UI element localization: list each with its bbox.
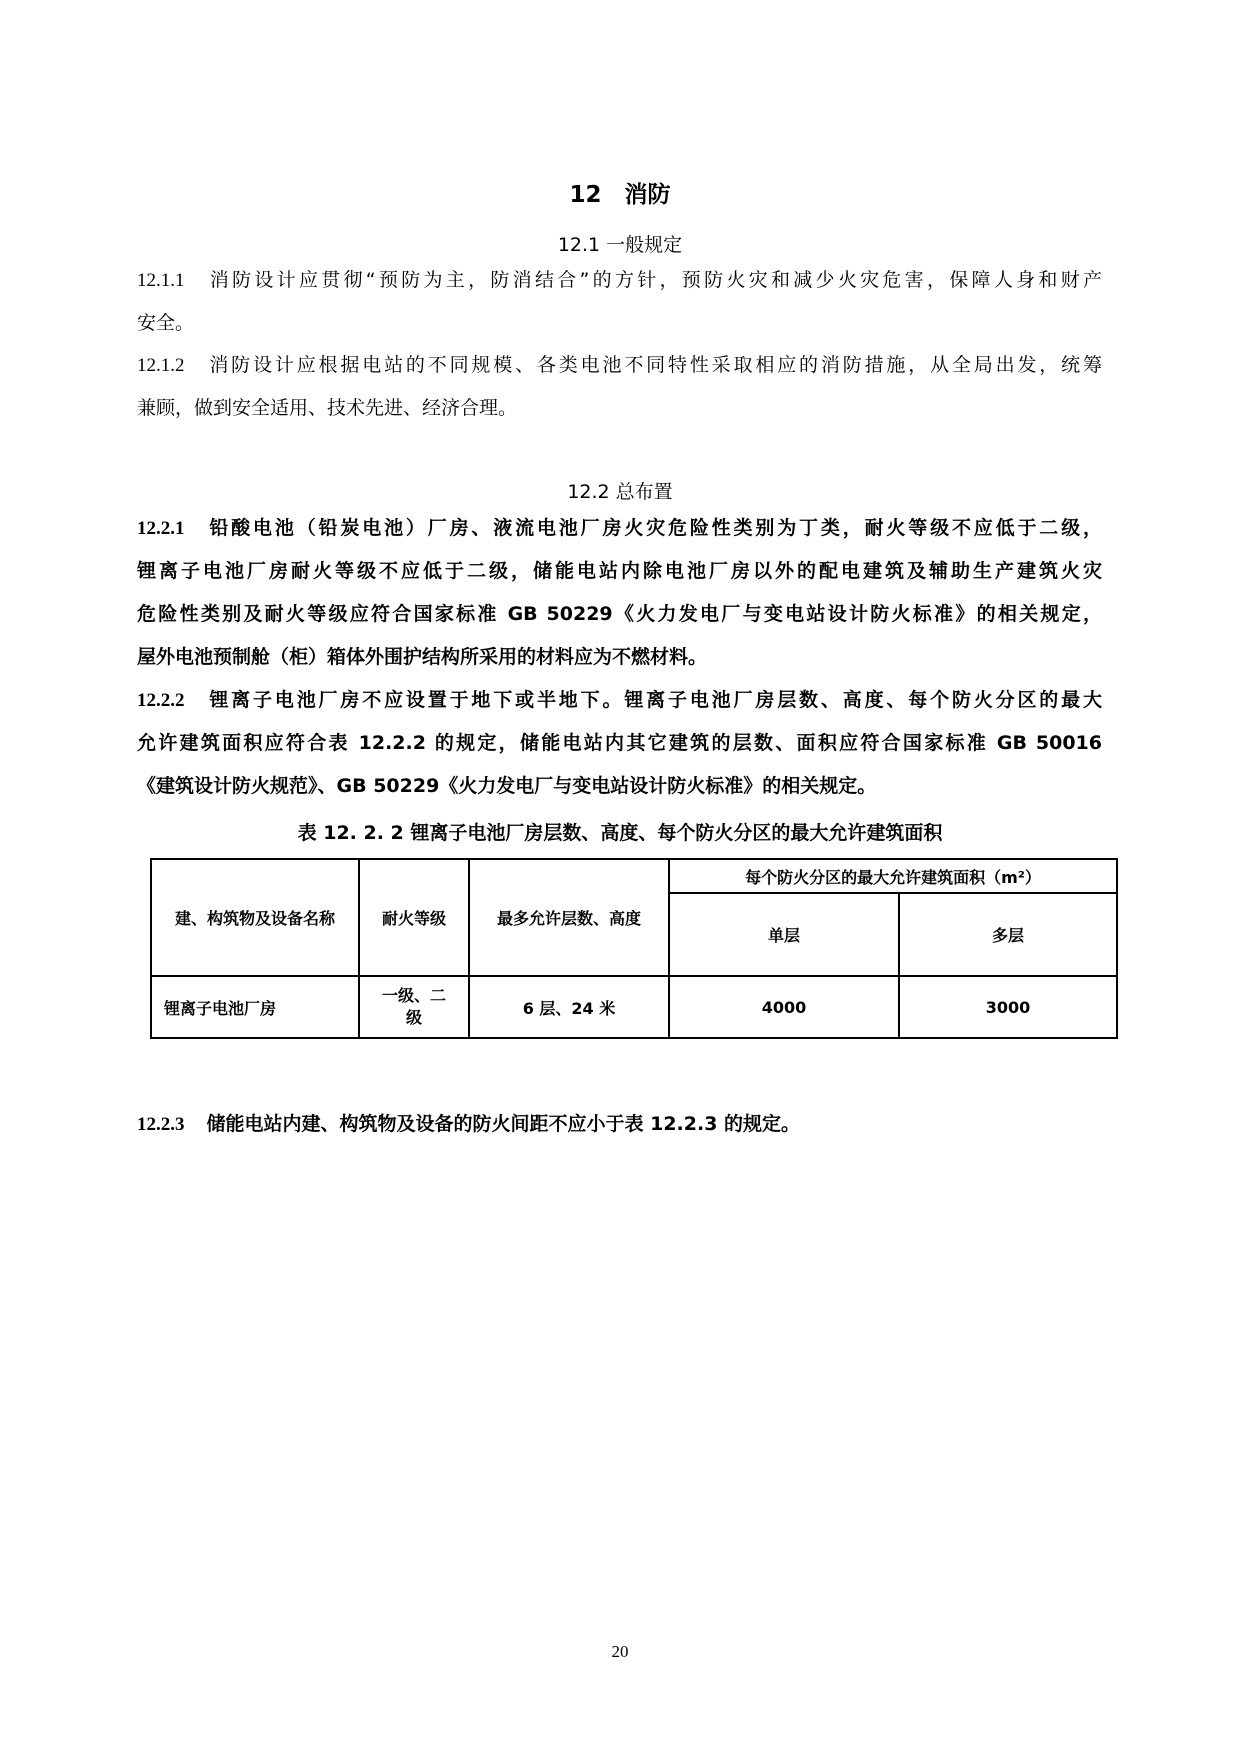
- clause-number: 12.2.1: [137, 518, 185, 539]
- clause-number: 12.1.1: [137, 270, 185, 291]
- fire-area-table: [150, 858, 1118, 1039]
- cell-max-floors-height: 6 层、24 米: [469, 976, 669, 1038]
- cell-multi-floor: 3000: [899, 976, 1117, 1038]
- clause-line: [137, 344, 1102, 387]
- header-fire-rating: 耐火等级: [359, 859, 469, 976]
- clause-text: 《建筑设计防火规范》、GB 50229《火力发电厂与变电站设计防火标准》的相关规定。: [137, 775, 877, 797]
- clause-text: 危险性类别及耐火等级应符合国家标准 GB 50229《火力发电厂与变电站设计防火标准》的相关规定，: [137, 603, 1102, 625]
- table-row: [151, 976, 1117, 1038]
- chapter-title: 12 消防: [569, 182, 671, 208]
- cell-fire-rating: [359, 976, 469, 1038]
- clause-text: 屋外电池预制舱（柜）箱体外围护结构所采用的材料应为不燃材料。: [137, 646, 708, 668]
- clause-line: [137, 259, 1102, 302]
- clause-12-1-1: [137, 259, 1102, 345]
- section-title-general: 12.1 一般规定: [557, 234, 683, 256]
- clause-text: 消防设计应根据电站的不同规模、各类电池不同特性采取相应的消防措施，从全局出发，统筹: [206, 354, 1102, 376]
- clause-number: 12.2.2: [137, 690, 185, 711]
- cell-fire-rating-line: 一级、二: [381, 986, 446, 1005]
- clause-text: 锂离子电池厂房耐火等级不应低于二级，储能电站内除电池厂房以外的配电建筑及辅助生产建筑火灾: [137, 560, 1102, 582]
- cell-name: 锂离子电池厂房: [151, 976, 359, 1038]
- clause-number: 12.1.2: [137, 355, 185, 376]
- clause-12-2-1: [137, 507, 1102, 679]
- clause-text: 储能电站内建、构筑物及设备的防火间距不应小于表 12.2.3 的规定。: [206, 1113, 801, 1135]
- table-header-row: [151, 859, 1117, 893]
- clause-number: 12.2.3: [137, 1114, 185, 1135]
- clause-line: [137, 679, 1102, 722]
- clause-text: 允许建筑面积应符合表 12.2.2 的规定，储能电站内其它建筑的层数、面积应符合国家标准 GB 50016: [137, 732, 1102, 754]
- header-max-floors-height: 最多允许层数、高度: [469, 859, 669, 976]
- header-multi-floor: 多层: [899, 893, 1117, 976]
- table-caption: 表 12. 2. 2 锂离子电池厂房层数、高度、每个防火分区的最大允许建筑面积: [297, 822, 943, 844]
- header-name: 建、构筑物及设备名称: [151, 859, 359, 976]
- clause-text: 安全。: [137, 312, 195, 334]
- clause-text: 铅酸电池（铅炭电池）厂房、液流电池厂房火灾危险性类别为丁类，耐火等级不应低于二级，: [206, 517, 1102, 539]
- clause-line: [137, 507, 1102, 550]
- page-number: 20: [611, 1642, 629, 1661]
- header-single-floor: 单层: [669, 893, 899, 976]
- section-title-layout: 12.2 总布置: [567, 481, 673, 503]
- cell-fire-rating-line: 级: [405, 1008, 422, 1027]
- clause-text: 兼顾，做到安全适用、技术先进、经济合理。: [137, 397, 518, 419]
- clause-text: 锂离子电池厂房不应设置于地下或半地下。锂离子电池厂房层数、高度、每个防火分区的最大: [206, 689, 1102, 711]
- clause-12-2-3: [137, 1103, 1102, 1146]
- clause-12-2-2: [137, 679, 1102, 808]
- cell-single-floor: 4000: [669, 976, 899, 1038]
- clause-text: 消防设计应贯彻“预防为主，防消结合”的方针，预防火灾和减少火灾危害，保障人身和财产: [206, 269, 1102, 291]
- clause-12-1-2: [137, 344, 1102, 430]
- header-max-area-group: 每个防火分区的最大允许建筑面积（m²）: [669, 859, 1117, 893]
